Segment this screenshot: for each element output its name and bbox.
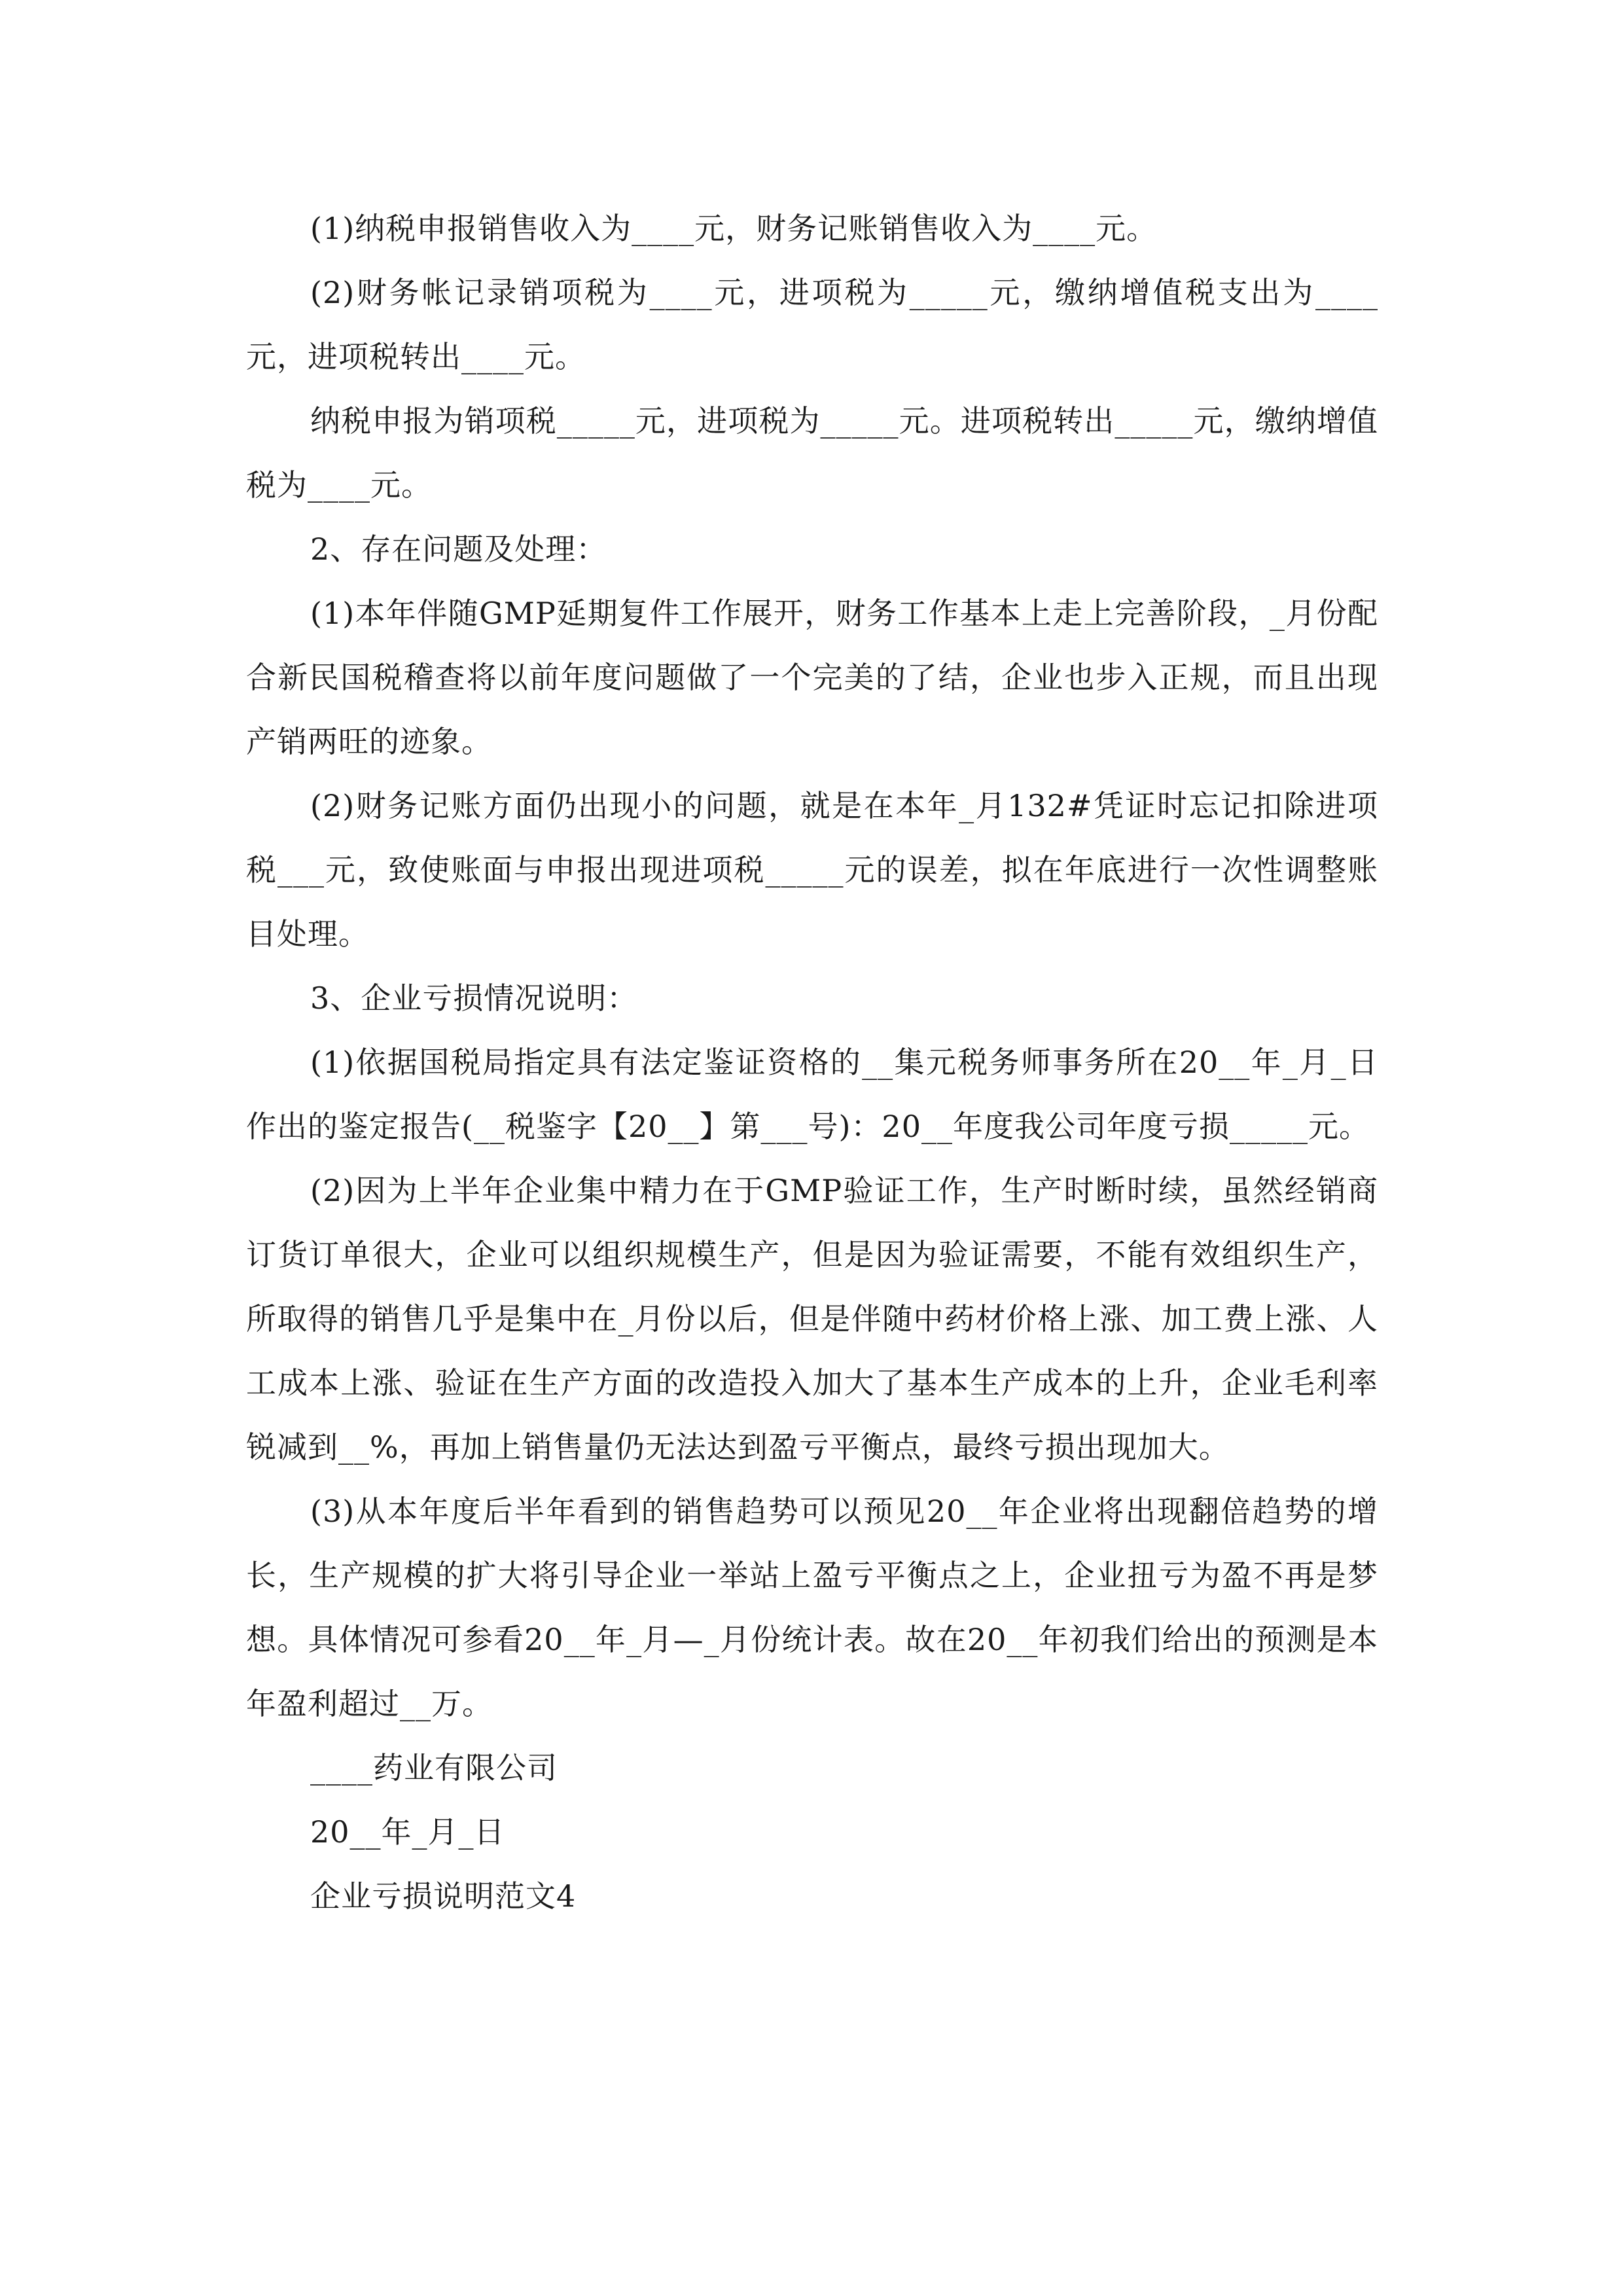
paragraph-loss-2: (2)因为上半年企业集中精力在于GMP验证工作，生产时断时续，虽然经销商订货订单很大，企业可以组织规模生产，但是因为验证需要，不能有效组织生产，所取得的销售几乎是集中在_月份以后，但是伴随中药材价格上涨、加工费上涨、人工成本上涨、验证在生产方面的改造投入加大了基本生产成本的上升，企业毛利率锐减到__%，再加上销售量仍无法达到盈亏平衡点，最终亏损出现加大。 <box>246 1173 1378 1465</box>
paragraph-loss-1: (1)依据国税局指定具有法定鉴证资格的__集元税务师事务所在20__年_月_日作出的鉴定报告(__税鉴字【20__】第___号)：20__年度我公司年度亏损_____元。 <box>246 1045 1378 1144</box>
document-body <box>246 196 1378 1928</box>
paragraph-vat-record: (2)财务帐记录销项税为____元，进项税为_____元，缴纳增值税支出为____元，进项税转出____元。 <box>246 275 1378 374</box>
signature-date: 20__年_月_日 <box>310 1814 505 1850</box>
paragraph-sales-income: (1)纳税申报销售收入为____元，财务记账销售收入为____元。 <box>310 211 1158 246</box>
paragraph-loss-3: (3)从本年度后半年看到的销售趋势可以预见20__年企业将出现翻倍趋势的增长，生产规模的扩大将引导企业一举站上盈亏平衡点之上，企业扭亏为盈不再是梦想。具体情况可参看20__年_月—_月份统计表。故在20__年初我们给出的预测是本年盈利超过__万。 <box>246 1494 1378 1721</box>
section-heading-problems: 2、存在问题及处理： <box>310 531 607 567</box>
next-section-title: 企业亏损说明范文4 <box>310 1878 577 1914</box>
section-heading-loss: 3、企业亏损情况说明： <box>310 980 638 1016</box>
company-signature: ____药业有限公司 <box>310 1750 558 1785</box>
paragraph-problem-2: (2)财务记账方面仍出现小的问题，就是在本年_月132#凭证时忘记扣除进项税___元，致使账面与申报出现进项税_____元的误差，拟在年底进行一次性调整账目处理。 <box>246 788 1378 952</box>
paragraph-tax-declaration: 纳税申报为销项税_____元，进项税为_____元。进项税转出_____元，缴纳增值税为____元。 <box>246 403 1378 503</box>
paragraph-problem-1: (1)本年伴随GMP延期复件工作展开，财务工作基本上走上完善阶段，_月份配合新民国税稽查将以前年度问题做了一个完美的了结，企业也步入正规，而且出现产销两旺的迹象。 <box>246 596 1378 759</box>
